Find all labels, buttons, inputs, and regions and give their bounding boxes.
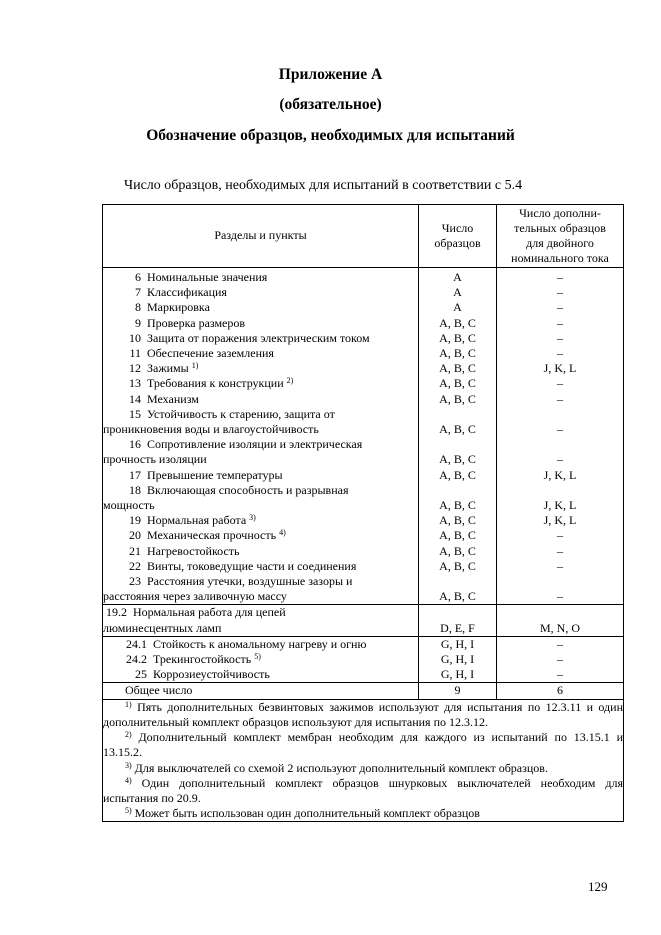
footnote [103,761,623,776]
table-body-group-2 [103,605,624,636]
footnote-mark: 1) [125,699,132,709]
extra-value: – [557,422,563,437]
table-header-row [103,205,624,268]
item-number: 19 [129,513,141,528]
footnote-ref: 5) [254,652,261,662]
extra-value: – [557,667,563,682]
item-text: Классификация [147,285,227,300]
item-text: Расстояния утечки, воздушные зазоры и [147,574,353,589]
item-number: 16 [129,437,141,452]
total-label: Общее число [125,683,193,698]
item-line [103,652,418,667]
item-text: Обеспечение заземления [147,346,274,361]
extra-value: – [557,391,563,406]
item-text: Механическая прочность [147,528,277,543]
samples-value: A, B, C [439,422,476,437]
samples-value: A, B, C [439,467,476,482]
table-notes-row [103,699,624,822]
extra-spacer [497,574,623,589]
item-number: 9 [135,315,141,330]
item-number: 12 [129,361,141,376]
item-text: Механизм [147,391,199,406]
samples-value: A, B, C [439,528,476,543]
item-text: Защита от поражения электрическим током [147,330,370,345]
col-sections-header: Разделы и пункты [103,205,419,268]
samples-spacer [419,483,496,498]
samples-value: A, B, C [439,452,476,467]
item-continuation: прочность изоляции [103,452,207,467]
samples-value: A [453,300,462,315]
item-number: 18 [129,482,141,497]
footnote-text: Может быть использован один дополнительный комплект образцов [134,806,480,821]
footnote-mark: 2) [125,730,132,740]
item-line [103,544,418,559]
item-text: Нормальная работа [147,513,247,528]
item-number: 19.2 [106,605,127,620]
item-number: 14 [129,391,141,406]
group-2-extra [497,605,624,636]
extra-spacer [497,407,623,422]
item-continuation: проникновения воды и влагоустойчивость [103,422,319,437]
table-body-group-1 [103,268,624,605]
extra-spacer [497,483,623,498]
samples-value: G, H, I [440,652,475,667]
footnote-ref: 2) [286,376,294,386]
samples-value: A, B, C [439,361,476,376]
footnote [103,806,623,821]
samples-value: A [453,285,462,300]
footnote-mark: 4) [125,775,132,785]
samples-value: A, B, C [439,513,476,528]
item-line [103,605,418,620]
group-1-items [103,268,419,605]
footnote-ref: 4) [279,528,286,538]
footnote-ref: 1) [191,361,199,371]
extra-value: J, K, L [543,467,577,482]
item-number: 22 [129,558,141,573]
extra-value: – [557,452,563,467]
item-number: 8 [135,300,141,315]
item-number: 20 [129,528,141,543]
item-text: Стойкость к аномальному нагреву и огню [153,636,367,651]
samples-spacer [419,574,496,589]
item-continuation: мощность [103,498,155,513]
item-continuation: расстояния через заливочную массу [103,589,287,604]
samples-value: A, B, C [439,376,476,391]
appendix-subtitle: (обязательное) [279,96,382,113]
extra-value: J, K, L [543,361,577,376]
appendix-title: Приложение А [278,66,383,83]
extra-value: J, K, L [543,513,577,528]
group-1-extra [497,268,624,605]
table-body-group-3 [103,636,624,683]
footnote [103,776,623,806]
group-3-extra [497,636,624,683]
samples-value: G, H, I [440,667,475,682]
item-text: Нормальная работа для цепей [133,605,286,620]
extra-value: J, K, L [543,498,577,513]
item-line [103,361,418,376]
item-number: 21 [129,543,141,558]
samples-spacer [419,605,496,620]
extra-value: – [557,300,563,315]
table-footnotes [103,699,624,822]
item-line [103,300,418,315]
extra-value: – [557,346,563,361]
group-2-items [103,605,419,636]
extra-value: – [557,543,563,558]
extra-value: M, N, O [539,620,580,635]
item-line [103,316,418,331]
samples-value: A, B, C [439,498,476,513]
item-number: 6 [135,270,141,284]
item-line [103,407,418,422]
extra-value: – [557,528,563,543]
item-text: Устойчивость к старению, защита от [147,406,335,421]
appendix-heading: Обозначение образцов, необходимых для испытаний [146,127,515,144]
item-line [103,483,418,498]
extra-value: – [557,636,563,651]
item-number: 13 [129,376,141,391]
item-text: Маркировка [147,300,210,315]
extra-value: – [557,652,563,667]
samples-value: G, H, I [440,636,475,651]
page-number: 129 [588,879,608,894]
item-number: 15 [129,406,141,421]
item-number: 24.1 [126,636,147,651]
item-line [103,528,418,543]
item-line [103,331,418,346]
footnote-text: Пять дополнительных безвинтовых зажимов используют для испытания по 12.3.11 и один дополнительный комплект образцов используют для испытания по 12.3.12. [103,699,623,729]
extra-value: – [557,330,563,345]
item-line [103,574,418,589]
item-line [103,270,418,285]
samples-value: D, E, F [440,620,475,635]
item-line [103,513,418,528]
extra-value: – [557,285,563,300]
samples-value: A, B, C [439,330,476,345]
item-text: Включающая способность и разрывная [147,482,349,497]
item-text: Трекингостойкость [153,652,252,667]
samples-value: A [453,270,462,284]
total-samples: 9 [419,683,497,699]
table-caption: Число образцов, необходимых для испытаний в соответствии с 5.4 [124,178,523,193]
item-line [103,346,418,361]
item-number: 17 [129,467,141,482]
group-2-samples [419,605,497,636]
group-3-items [103,636,419,683]
item-line [103,392,418,407]
item-text: Номинальные значения [147,270,268,284]
item-number: 10 [129,330,141,345]
item-line [103,285,418,300]
samples-value: A, B, C [439,315,476,330]
footnote [103,700,623,730]
item-text: Винты, токоведущие части и соединения [147,558,357,573]
col-samples-header: Число образцов [419,205,497,268]
extra-spacer [497,605,623,620]
footnote-text: Для выключателей со схемой 2 используют дополнительный комплект образцов. [134,760,548,775]
footnote-text: Дополнительный комплект мембран необходим для каждого из испытаний по 13.15.1 и 13.15.2. [103,730,624,760]
item-text: Требования к конструкции [147,376,284,391]
item-number: 7 [135,285,141,300]
item-line [103,637,418,652]
footnote [103,730,623,760]
item-line [103,667,418,682]
samples-value: A, B, C [439,543,476,558]
total-extra: 6 [497,683,624,699]
table-total-row [103,683,624,699]
footnote-ref: 3) [249,513,256,523]
item-line [103,437,418,452]
item-number: 24.2 [126,652,147,667]
item-text: Проверка размеров [147,315,246,330]
item-number: 23 [129,574,141,589]
item-line [103,376,418,391]
group-3-samples [419,636,497,683]
samples-value: A, B, C [439,589,476,604]
extra-value: – [557,270,563,284]
item-line [103,468,418,483]
samples-value: A, B, C [439,391,476,406]
extra-value: – [557,558,563,573]
samples-table [102,204,624,822]
samples-spacer [419,437,496,452]
extra-spacer [497,437,623,452]
footnote-mark: 5) [125,806,132,816]
item-text: Зажимы [147,361,189,376]
footnote-text: Один дополнительный комплект образцов шнурковых выключателей необходим для испытания по 20.9. [103,775,623,805]
footnote-mark: 3) [125,760,132,770]
item-text: Сопротивление изоляции и электрическая [147,437,363,452]
item-text: Превышение температуры [147,467,283,482]
item-text: Коррозиеустойчивость [153,667,270,682]
col-extra-header: Число дополни- тельных образцов для двойного номинального тока [497,205,624,268]
item-number: 25 [135,667,147,682]
item-number: 11 [129,346,141,361]
samples-spacer [419,407,496,422]
extra-value: – [557,589,563,604]
item-continuation: люминесцентных ламп [103,620,222,635]
samples-value: A, B, C [439,558,476,573]
group-1-samples [419,268,497,605]
item-text: Нагревостойкость [147,543,240,558]
extra-value: – [557,315,563,330]
samples-value: A, B, C [439,346,476,361]
item-line [103,559,418,574]
extra-value: – [557,376,563,391]
